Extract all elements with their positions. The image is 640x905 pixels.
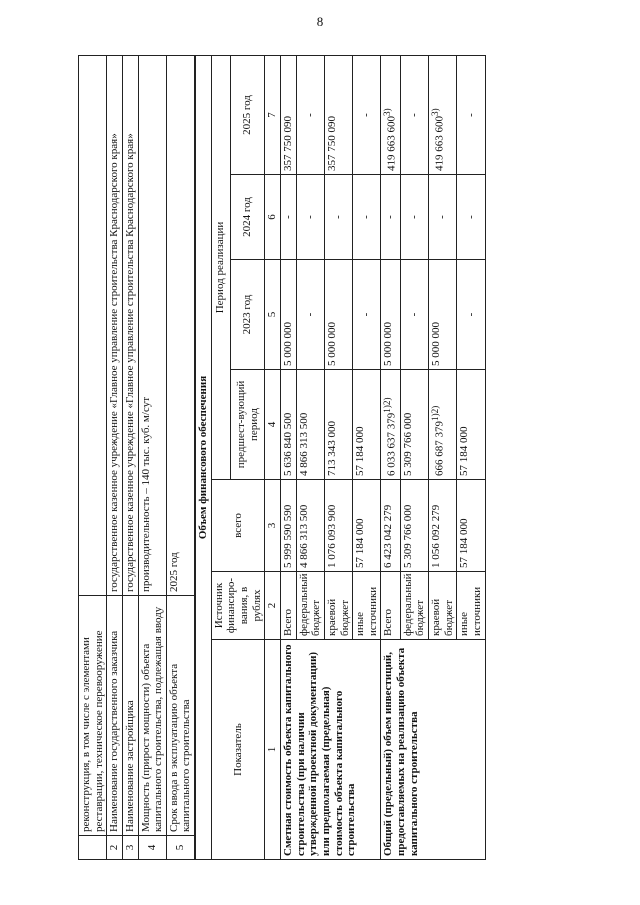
- total-cell: 5 309 766 000: [400, 480, 428, 572]
- info-row: [107, 56, 123, 860]
- header-row: [211, 56, 230, 860]
- footnote-mark: 1)2): [382, 397, 393, 413]
- info-label: реконструкция, в том числе с элементами реставрации, техническое перевооружение: [79, 596, 107, 836]
- y2025-cell: [381, 56, 400, 175]
- source-cell: федеральный бюджет: [296, 572, 324, 640]
- y2024-cell: -: [324, 175, 352, 260]
- total-cell: 1 056 092 279: [429, 480, 457, 572]
- previous-cell: [429, 370, 457, 480]
- y2023-cell: -: [296, 260, 324, 370]
- header-indicator: Показатель: [211, 640, 265, 860]
- y2024-cell: -: [280, 175, 296, 260]
- row-number: 5: [166, 836, 194, 860]
- y2025-cell: 357 750 090: [280, 56, 296, 175]
- y2023-cell: 5 000 000: [381, 260, 400, 370]
- previous-cell: 713 343 000: [324, 370, 352, 480]
- object-info-table: [78, 55, 195, 860]
- source-cell: иные источники: [457, 572, 485, 640]
- footnote-mark: 3): [430, 108, 441, 116]
- finance-title: Объем финансового обеспечения: [196, 56, 212, 860]
- footnote-mark: 1)2): [430, 405, 441, 421]
- row-number: 4: [138, 836, 166, 860]
- total-cell: 57 184 000: [457, 480, 485, 572]
- y2025-cell: -: [296, 56, 324, 175]
- info-value: государственное казенное учреждение «Главное управление строительства Краснодарского края»: [122, 56, 138, 596]
- y2023-cell: 5 000 000: [280, 260, 296, 370]
- info-row: [166, 56, 194, 860]
- column-number: 6: [265, 175, 281, 260]
- y2025-cell: 357 750 090: [324, 56, 352, 175]
- row-number: 3: [122, 836, 138, 860]
- info-row: [138, 56, 166, 860]
- column-number: 5: [265, 260, 281, 370]
- info-label: Мощность (прирост мощности) объекта капитального строительства, подлежащая вводу: [138, 596, 166, 836]
- y2023-cell: 5 000 000: [429, 260, 457, 370]
- total-cell: 6 423 042 279: [381, 480, 400, 572]
- source-cell: федеральный бюджет: [400, 572, 428, 640]
- header-previous: предшест-вующий период: [230, 370, 265, 480]
- previous-cell: 5 636 840 500: [280, 370, 296, 480]
- total-cell: 4 866 313 500: [296, 480, 324, 572]
- info-label: Срок ввода в эксплуатацию объекта капитального строительства: [166, 596, 194, 836]
- finance-table: [195, 55, 485, 860]
- total-cell: 57 184 000: [353, 480, 381, 572]
- table-row: [280, 56, 296, 860]
- source-cell: краевой бюджет: [429, 572, 457, 640]
- previous-cell: 5 309 766 000: [400, 370, 428, 480]
- y2025-cell: -: [400, 56, 428, 175]
- previous-value: 666 687 379: [433, 421, 446, 476]
- source-cell: иные источники: [353, 572, 381, 640]
- header-period: Период реализации: [211, 56, 230, 480]
- info-row: [122, 56, 138, 860]
- column-number: 3: [265, 480, 281, 572]
- info-label: Наименование застройщика: [122, 596, 138, 836]
- y2024-cell: -: [457, 175, 485, 260]
- header-source: Источник финансиро-вания, в рублях: [211, 572, 265, 640]
- y2024-cell: -: [381, 175, 400, 260]
- info-label: Наименование государственного заказчика: [107, 596, 123, 836]
- y2025-value: 419 663 600: [433, 116, 446, 171]
- column-numbers-row: [265, 56, 281, 860]
- y2024-cell: -: [400, 175, 428, 260]
- indicator-cell: Сметная стоимость объекта капитального строительства (при наличии утвержденной проектной документации) или предполагаемая (предельная) стоимость объекта капитального строительства: [280, 640, 380, 860]
- column-number: 2: [265, 572, 281, 640]
- column-number: 4: [265, 370, 281, 480]
- y2023-cell: -: [400, 260, 428, 370]
- previous-cell: 57 184 000: [353, 370, 381, 480]
- table-row: [381, 56, 400, 860]
- previous-value: 6 033 637 379: [386, 412, 399, 476]
- total-cell: 5 999 590 590: [280, 480, 296, 572]
- y2023-cell: -: [353, 260, 381, 370]
- y2023-cell: 5 000 000: [324, 260, 352, 370]
- header-total: всего: [211, 480, 265, 572]
- previous-cell: [381, 370, 400, 480]
- column-number: 7: [265, 56, 281, 175]
- header-2024: 2024 год: [230, 175, 265, 260]
- previous-cell: 57 184 000: [457, 370, 485, 480]
- footnote-mark: 3): [382, 108, 393, 116]
- y2024-cell: -: [353, 175, 381, 260]
- total-cell: 1 076 093 900: [324, 480, 352, 572]
- source-cell: Всего: [381, 572, 400, 640]
- rotated-document-content: [78, 55, 596, 860]
- page-number: 8: [316, 14, 324, 29]
- y2025-cell: [429, 56, 457, 175]
- y2025-cell: -: [353, 56, 381, 175]
- previous-cell: 4 866 313 500: [296, 370, 324, 480]
- y2023-cell: -: [457, 260, 485, 370]
- y2024-cell: -: [429, 175, 457, 260]
- info-value: государственное казенное учреждение «Главное управление строительства Краснодарского края»: [107, 56, 123, 596]
- finance-title-row: [196, 56, 212, 860]
- y2024-cell: -: [296, 175, 324, 260]
- source-cell: краевой бюджет: [324, 572, 352, 640]
- info-value: 2025 год: [166, 56, 194, 596]
- info-row: [79, 56, 107, 860]
- y2025-cell: -: [457, 56, 485, 175]
- row-number: 2: [107, 836, 123, 860]
- indicator-cell: Общий (предельный) объем инвестиций, предоставляемых на реализацию объекта капитального строительства: [381, 640, 485, 860]
- source-cell: Всего: [280, 572, 296, 640]
- column-number: 1: [265, 640, 281, 860]
- header-2025: 2025 год: [230, 56, 265, 175]
- y2025-value: 419 663 600: [386, 116, 399, 171]
- header-2023: 2023 год: [230, 260, 265, 370]
- info-value: производительность – 140 тыс. куб. м/сут: [138, 56, 166, 596]
